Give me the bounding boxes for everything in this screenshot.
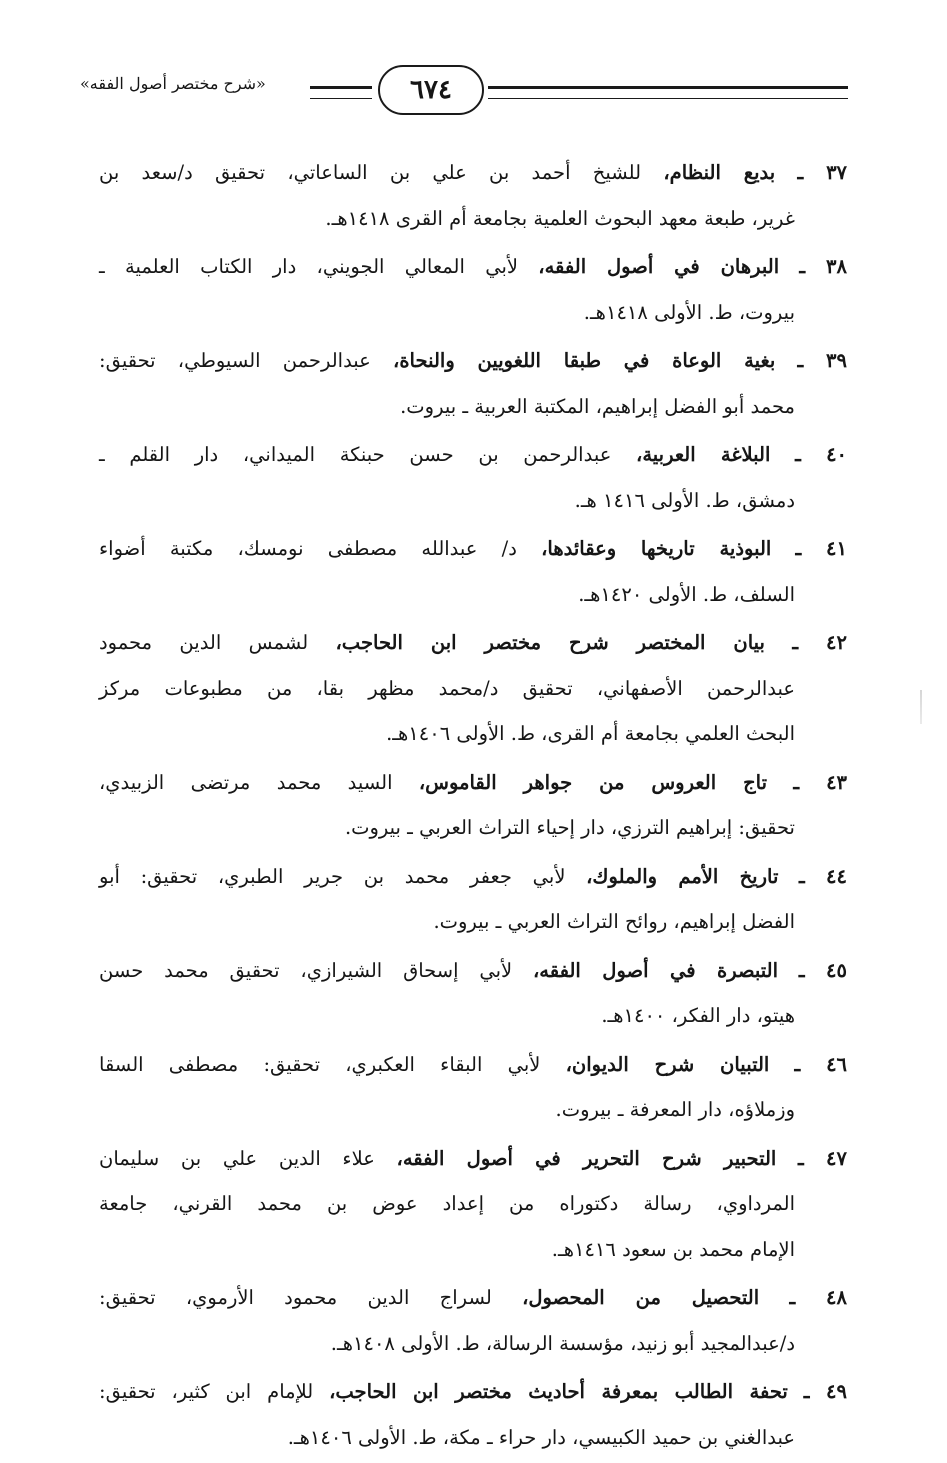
bibliography-entry [99, 526, 847, 617]
bibliography-entry [99, 338, 847, 429]
bibliography-entry [99, 244, 847, 335]
entry-number: ٣٩ ـ [797, 349, 847, 372]
bibliography-entry [99, 620, 847, 757]
entry-details: لأبي البقاء العكبري، تحقيق: مصطفى السقا [99, 1052, 541, 1076]
header-rule-right [488, 86, 848, 99]
entry-number: ٤٦ ـ [794, 1052, 848, 1076]
entry-details: لأبي إسحاق الشيرازي، تحقيق محمد حسن [99, 958, 513, 982]
header-rule-left [310, 86, 372, 99]
entry-number: ٤١ ـ [795, 537, 847, 560]
entry-title: البلاغة العربية، [636, 443, 771, 466]
entry-title: بيان المختصر شرح مختصر ابن الحاجب، [335, 631, 765, 654]
entry-continuation-line: المرداوي، رسالة دكتوراه من إعداد عوض بن محمد القرني، جامعة [99, 1192, 795, 1215]
entry-title: التحبير شرح التحرير في أصول الفقه، [396, 1146, 777, 1170]
entry-number: ٣٧ ـ [797, 161, 848, 184]
entry-details: لشمس الدين محمود [99, 631, 309, 654]
bibliography-entry [99, 1042, 847, 1133]
entry-continuation-line: عبدالرحمن الأصفهاني، تحقيق د/محمد مظهر بقا، من مطبوعات مركز [99, 676, 795, 700]
bibliography-list [99, 150, 847, 1463]
entry-title: التبيان شرح الديوان، [565, 1052, 770, 1076]
entry-number: ٤٠ ـ [795, 443, 848, 466]
entry-first-line [99, 1275, 847, 1321]
bibliography-entry [99, 948, 847, 1039]
entry-continuation-line: عبدالغني بن حميد الكبيسي، دار حراء ـ مكة، ط. الأولى ١٤٠٦هـ. [287, 1425, 795, 1449]
entry-continuation-line: الفضل إبراهيم، روائح التراث العربي ـ بيروت. [433, 910, 795, 933]
entry-continuation-line: دمشق، ط. الأولى ١٤١٦ هـ. [574, 488, 795, 512]
entry-title: البوذية تاريخها وعقائدها، [541, 537, 772, 560]
entry-title: تحفة الطالب بمعرفة أحاديث مختصر ابن الحاجب، [329, 1380, 788, 1403]
bibliography-entry [99, 760, 847, 851]
running-header [80, 62, 848, 126]
entry-continuation-line: البحث العلمي بجامعة أم القرى، ط. الأولى ١٤٠٦هـ. [386, 722, 795, 745]
entry-first-line [99, 854, 847, 900]
entry-continuation-line: محمد أبو الفضل إبراهيم، المكتبة العربية ـ بيروت. [400, 394, 795, 418]
entry-details: لأبي جعفر محمد بن جرير الطبري، تحقيق: أبو [99, 864, 566, 888]
bibliography-entry [99, 1136, 847, 1273]
entry-continuation-line: تحقيق: إبراهيم الترزي، دار إحياء التراث العربي ـ بيروت. [344, 816, 795, 839]
entry-continuation-line: السلف، ط. الأولى ١٤٢٠هـ. [578, 582, 795, 606]
bibliography-entry [99, 150, 847, 241]
entry-details: للإمام ابن كثير، تحقيق: [99, 1380, 314, 1403]
entry-number: ٤٧ ـ [798, 1146, 847, 1170]
page-number: ٦٧٤ [378, 65, 484, 115]
running-title: «شرح مختصر أصول الفقه» [80, 74, 266, 93]
entry-first-line [99, 432, 847, 478]
bibliography-entry [99, 432, 847, 523]
entry-details: علاء الدين علي بن سليمان [99, 1146, 375, 1170]
entry-number: ٣٨ ـ [799, 255, 847, 278]
entry-title: تاريخ الأمم والملوك، [586, 864, 779, 888]
entry-title: بديع النظام، [663, 161, 776, 184]
entry-first-line [99, 1042, 847, 1088]
entry-number: ٤٥ ـ [798, 958, 847, 982]
entry-details: لأبي المعالي الجويني، دار الكتاب العلمية ـ [99, 255, 518, 278]
entry-title: التبصرة في أصول الفقه، [533, 958, 778, 982]
entry-first-line [99, 620, 847, 666]
entry-details: عبدالرحمن السيوطي، تحقيق: [99, 349, 371, 372]
entry-number: ٤٩ ـ [803, 1380, 847, 1403]
entry-title: بغية الوعاة في طبقا اللغويين والنحاة، [393, 349, 776, 372]
entry-continuation-line: د/عبدالمجيد أبو زنيد، مؤسسة الرسالة، ط. الأولى ١٤٠٨هـ. [330, 1331, 795, 1355]
entry-title: تاج العروس من جواهر القاموس، [418, 770, 768, 794]
entry-continuation-line: غرير، طبعة معهد البحوث العلمية بجامعة أم القرى ١٤١٨هـ. [325, 206, 795, 230]
entry-details: للشيخ أحمد بن علي بن الساعاتي، تحقيق د/سعد بن [99, 161, 642, 184]
entry-number: ٤٤ ـ [799, 864, 847, 888]
entry-continuation-line: الإمام محمد بن سعود ١٤١٦هـ. [551, 1237, 795, 1261]
entry-first-line [99, 338, 847, 384]
bibliography-entry [99, 1275, 847, 1366]
entry-first-line [99, 150, 847, 196]
entry-first-line [99, 526, 847, 572]
entry-continuation-line: بيروت، ط. الأولى ١٤١٨هـ. [583, 300, 795, 324]
entry-title: البرهان في أصول الفقه، [538, 255, 780, 278]
bibliography-entry [99, 854, 847, 945]
entry-continuation-line: هيتو، دار الفكر، ١٤٠٠هـ. [601, 1004, 795, 1027]
scan-artifact [920, 690, 922, 724]
entry-title: التحصيل من المحصول، [522, 1286, 760, 1309]
entry-number: ٤٢ ـ [792, 631, 847, 654]
entry-details: د/ عبدالله مصطفى نومسك، مكتبة أضواء [99, 537, 517, 560]
entry-details: لسراج الدين محمود الأرموي، تحقيق: [99, 1286, 492, 1309]
entry-first-line [99, 1136, 847, 1182]
entry-details: السيد محمد مرتضى الزبيدي، [99, 770, 393, 794]
entry-details: عبدالرحمن بن حسن حبنكة الميداني، دار القلم ـ [99, 443, 612, 466]
entry-first-line [99, 760, 847, 806]
entry-number: ٤٣ ـ [793, 770, 848, 794]
entry-first-line [99, 948, 847, 994]
entry-number: ٤٨ ـ [789, 1286, 847, 1309]
entry-first-line [99, 1369, 847, 1415]
entry-continuation-line: وزملاؤه، دار المعرفة ـ بيروت. [555, 1098, 795, 1121]
entry-first-line [99, 244, 847, 290]
